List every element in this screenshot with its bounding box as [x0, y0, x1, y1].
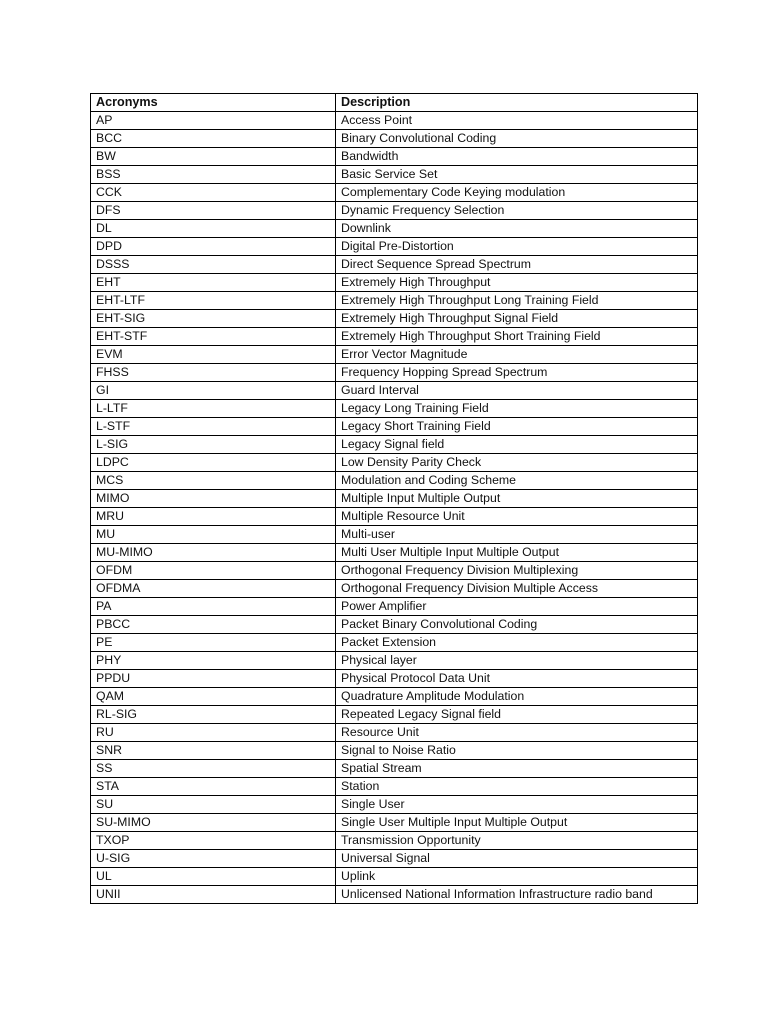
description-cell: Single User Multiple Input Multiple Output: [336, 814, 698, 832]
acronym-cell: SU-MIMO: [91, 814, 336, 832]
description-cell: Legacy Short Training Field: [336, 418, 698, 436]
table-row: [91, 598, 698, 616]
description-cell: Orthogonal Frequency Division Multiplexing: [336, 562, 698, 580]
description-cell: Transmission Opportunity: [336, 832, 698, 850]
table-row: [91, 238, 698, 256]
acronym-cell: MCS: [91, 472, 336, 490]
table-row: [91, 328, 698, 346]
acronym-cell: OFDMA: [91, 580, 336, 598]
description-cell: Orthogonal Frequency Division Multiple Access: [336, 580, 698, 598]
acronym-cell: DSSS: [91, 256, 336, 274]
table-row: [91, 616, 698, 634]
description-cell: Extremely High Throughput: [336, 274, 698, 292]
table-row: [91, 526, 698, 544]
acronym-cell: STA: [91, 778, 336, 796]
table-row: [91, 454, 698, 472]
acronyms-table: [90, 93, 698, 904]
description-cell: Universal Signal: [336, 850, 698, 868]
table-row: [91, 202, 698, 220]
acronym-cell: SNR: [91, 742, 336, 760]
description-cell: Legacy Long Training Field: [336, 400, 698, 418]
acronym-cell: L-LTF: [91, 400, 336, 418]
description-cell: Extremely High Throughput Signal Field: [336, 310, 698, 328]
description-cell: Complementary Code Keying modulation: [336, 184, 698, 202]
description-cell: Error Vector Magnitude: [336, 346, 698, 364]
description-cell: Power Amplifier: [336, 598, 698, 616]
table-row: [91, 652, 698, 670]
acronym-cell: MU-MIMO: [91, 544, 336, 562]
table-row: [91, 886, 698, 904]
description-cell: Modulation and Coding Scheme: [336, 472, 698, 490]
table-row: [91, 346, 698, 364]
acronym-cell: FHSS: [91, 364, 336, 382]
table-row: [91, 292, 698, 310]
table-row: [91, 832, 698, 850]
description-cell: Access Point: [336, 112, 698, 130]
acronym-cell: UNII: [91, 886, 336, 904]
acronym-cell: L-STF: [91, 418, 336, 436]
table-row: [91, 112, 698, 130]
acronym-cell: RL-SIG: [91, 706, 336, 724]
acronym-cell: UL: [91, 868, 336, 886]
table-row: [91, 364, 698, 382]
acronym-cell: QAM: [91, 688, 336, 706]
table-header: [91, 94, 698, 112]
acronym-cell: PPDU: [91, 670, 336, 688]
acronym-cell: RU: [91, 724, 336, 742]
table-row: [91, 778, 698, 796]
acronym-cell: MIMO: [91, 490, 336, 508]
table-row: [91, 418, 698, 436]
table-row: [91, 472, 698, 490]
acronym-cell: LDPC: [91, 454, 336, 472]
acronym-cell: BSS: [91, 166, 336, 184]
acronym-cell: GI: [91, 382, 336, 400]
table-row: [91, 814, 698, 832]
acronym-cell: EHT: [91, 274, 336, 292]
description-cell: Uplink: [336, 868, 698, 886]
table-row: [91, 670, 698, 688]
description-cell: Unlicensed National Information Infrastructure radio band: [336, 886, 698, 904]
acronym-cell: DPD: [91, 238, 336, 256]
table-row: [91, 562, 698, 580]
acronym-cell: BCC: [91, 130, 336, 148]
acronym-cell: SU: [91, 796, 336, 814]
description-cell: Multi User Multiple Input Multiple Output: [336, 544, 698, 562]
acronym-cell: EVM: [91, 346, 336, 364]
description-cell: Extremely High Throughput Long Training Field: [336, 292, 698, 310]
table-row: [91, 310, 698, 328]
description-cell: Basic Service Set: [336, 166, 698, 184]
acronym-cell: SS: [91, 760, 336, 778]
acronym-cell: L-SIG: [91, 436, 336, 454]
description-cell: Downlink: [336, 220, 698, 238]
table-row: [91, 382, 698, 400]
description-column-header: Description: [336, 94, 698, 112]
table-row: [91, 130, 698, 148]
table-row: [91, 634, 698, 652]
description-cell: Binary Convolutional Coding: [336, 130, 698, 148]
table-row: [91, 274, 698, 292]
acronym-cell: EHT-STF: [91, 328, 336, 346]
acronym-cell: PBCC: [91, 616, 336, 634]
acronym-cell: MRU: [91, 508, 336, 526]
acronym-cell: BW: [91, 148, 336, 166]
description-cell: Direct Sequence Spread Spectrum: [336, 256, 698, 274]
table-body: [91, 112, 698, 904]
table-row: [91, 544, 698, 562]
table-row: [91, 742, 698, 760]
description-cell: Physical layer: [336, 652, 698, 670]
description-cell: Low Density Parity Check: [336, 454, 698, 472]
description-cell: Multiple Input Multiple Output: [336, 490, 698, 508]
table-row: [91, 868, 698, 886]
description-cell: Resource Unit: [336, 724, 698, 742]
description-cell: Station: [336, 778, 698, 796]
description-cell: Single User: [336, 796, 698, 814]
table-row: [91, 580, 698, 598]
description-cell: Packet Extension: [336, 634, 698, 652]
acronyms-column-header: Acronyms: [91, 94, 336, 112]
acronym-cell: MU: [91, 526, 336, 544]
description-cell: Physical Protocol Data Unit: [336, 670, 698, 688]
table-row: [91, 256, 698, 274]
table-row: [91, 508, 698, 526]
description-cell: Digital Pre-Distortion: [336, 238, 698, 256]
table-row: [91, 400, 698, 418]
table-row: [91, 724, 698, 742]
acronym-cell: EHT-SIG: [91, 310, 336, 328]
description-cell: Spatial Stream: [336, 760, 698, 778]
description-cell: Multi-user: [336, 526, 698, 544]
table-row: [91, 148, 698, 166]
table-row: [91, 796, 698, 814]
acronym-cell: DL: [91, 220, 336, 238]
table-row: [91, 850, 698, 868]
acronym-cell: AP: [91, 112, 336, 130]
table-row: [91, 688, 698, 706]
description-cell: Guard Interval: [336, 382, 698, 400]
acronym-cell: EHT-LTF: [91, 292, 336, 310]
description-cell: Multiple Resource Unit: [336, 508, 698, 526]
table-row: [91, 184, 698, 202]
header-row: [91, 94, 698, 112]
description-cell: Bandwidth: [336, 148, 698, 166]
description-cell: Extremely High Throughput Short Training Field: [336, 328, 698, 346]
description-cell: Frequency Hopping Spread Spectrum: [336, 364, 698, 382]
table-row: [91, 706, 698, 724]
table-row: [91, 490, 698, 508]
acronym-cell: TXOP: [91, 832, 336, 850]
acronym-cell: PA: [91, 598, 336, 616]
acronym-cell: CCK: [91, 184, 336, 202]
description-cell: Repeated Legacy Signal field: [336, 706, 698, 724]
table-row: [91, 760, 698, 778]
acronym-cell: U-SIG: [91, 850, 336, 868]
table-row: [91, 220, 698, 238]
acronym-cell: OFDM: [91, 562, 336, 580]
description-cell: Signal to Noise Ratio: [336, 742, 698, 760]
description-cell: Legacy Signal field: [336, 436, 698, 454]
table-row: [91, 436, 698, 454]
description-cell: Packet Binary Convolutional Coding: [336, 616, 698, 634]
acronym-cell: DFS: [91, 202, 336, 220]
acronym-cell: PHY: [91, 652, 336, 670]
description-cell: Quadrature Amplitude Modulation: [336, 688, 698, 706]
table-row: [91, 166, 698, 184]
acronym-cell: PE: [91, 634, 336, 652]
description-cell: Dynamic Frequency Selection: [336, 202, 698, 220]
